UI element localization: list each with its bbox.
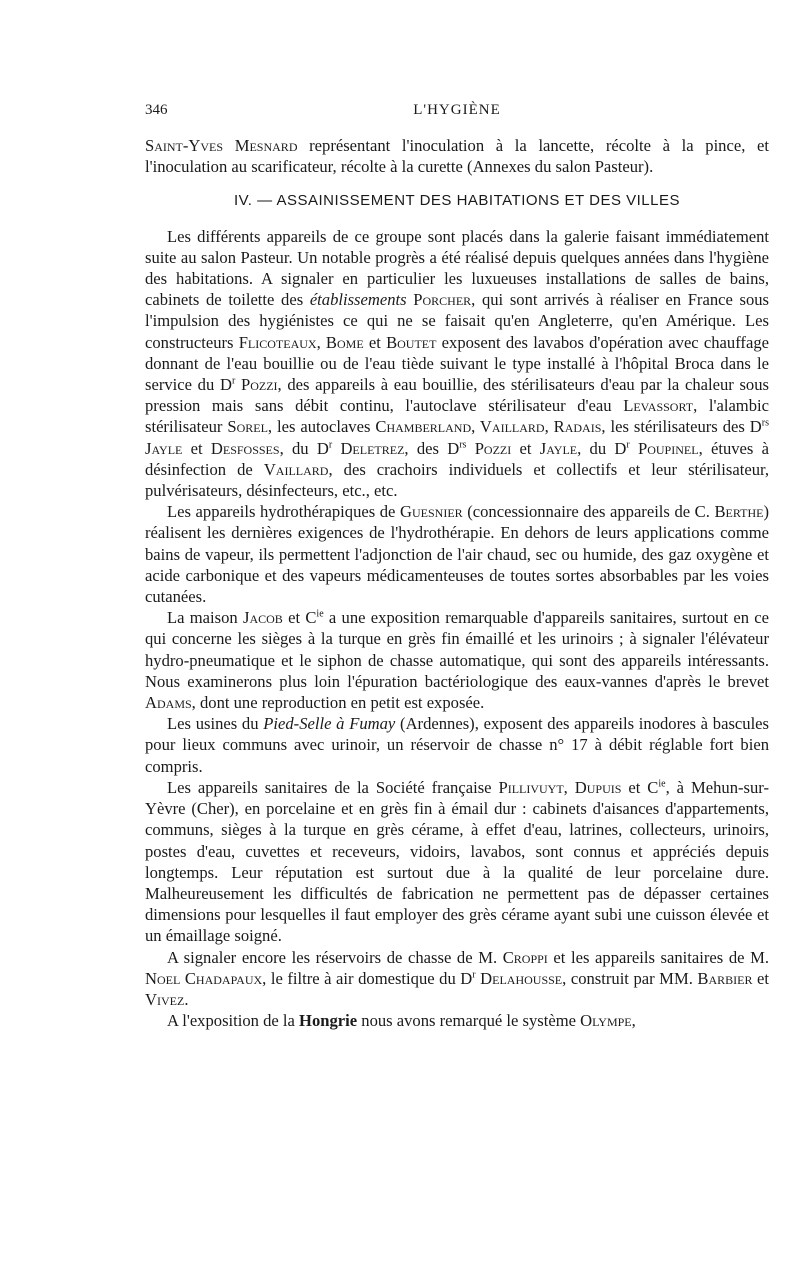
page-number: 346 bbox=[145, 102, 168, 118]
text-run: et les appareils sanitaires de M. bbox=[547, 947, 769, 967]
proper-name: Jayle bbox=[539, 438, 578, 458]
paragraph bbox=[145, 501, 769, 607]
superscript: r bbox=[626, 439, 630, 451]
superscript: r bbox=[231, 375, 236, 387]
proper-name: Pillivuyt, Dupuis bbox=[498, 777, 622, 797]
text-run: et bbox=[752, 968, 769, 988]
text-run: et bbox=[363, 332, 387, 352]
proper-name: Flicoteaux, Bome bbox=[238, 332, 364, 352]
proper-name: Guesnier bbox=[400, 502, 463, 522]
text-run: représentant l'inoculation à la lancette, récolte à la pince, et l'inoculation au scarificateur, récolte à la curette (Annexes du salon Pasteur). bbox=[145, 136, 769, 177]
text-run: Les appareils sanitaires de la Société française bbox=[167, 777, 499, 797]
paragraph bbox=[145, 713, 769, 777]
country-name: Hongrie bbox=[299, 1011, 358, 1031]
superscript: rs bbox=[459, 439, 467, 451]
superscript: ie bbox=[658, 778, 666, 790]
text-run bbox=[466, 439, 474, 458]
proper-name: Croppi bbox=[502, 947, 548, 967]
paragraph bbox=[145, 607, 769, 713]
proper-name: Noel Chadapaux bbox=[145, 968, 263, 988]
text-run: et bbox=[511, 438, 540, 458]
proper-name: Boutet bbox=[386, 332, 437, 352]
text-run: , à Mehun-sur-Yèvre (Cher), en porcelaine et en grès fin à émail dur : cabinets d'aisances d'appartements, communs, sièges à la turque en grès cérame, à effet d'eau, latrines, collecteurs, urinoirs, postes d'eau, cuvettes et receveurs, vidoirs, lavabos, sont connus et appréciés depuis longtemps. Leur réputation est surtout due à la qualité de leur porcelaine dure. Malheureusement les difficultés de fabrication ne permettent pas de dépasser certaines dimensions pour lesquelles il faut employer des grès cérame ayant subi une cuisson élevée et un émaillage soigné. bbox=[145, 777, 770, 946]
text-run: , étuves à désinfection de bbox=[145, 438, 769, 479]
text-run: La maison bbox=[167, 608, 243, 628]
superscript: r bbox=[328, 439, 333, 451]
text-run: A signaler encore les réservoirs de chasse de M. bbox=[167, 947, 503, 967]
text-run: , qui sont arrivés à réaliser en France sous l'impulsion des hygiénistes ce qui ne se faisait qu'en Angleterre, qu'en Amérique. Les constructeurs bbox=[145, 290, 769, 352]
text-run: , des appareils à eau bouillie, des stérilisateurs d'eau par la chaleur sous pression mais sans débit continu, l'autoclave stérilisateur d'eau bbox=[145, 375, 769, 416]
text-run: A l'exposition de la bbox=[167, 1011, 300, 1031]
text-run: , dont une reproduction en petit est exposée. bbox=[191, 693, 485, 713]
text-run: , les autoclaves bbox=[267, 417, 376, 437]
text-run: Les usines du bbox=[167, 714, 264, 734]
section-heading: IV. — ASSAINISSEMENT DES HABITATIONS ET DES VILLES bbox=[234, 192, 680, 210]
paragraph bbox=[145, 1010, 769, 1031]
proper-name: Adams bbox=[145, 693, 192, 713]
text-run: et C bbox=[621, 777, 659, 797]
proper-name: Jacob bbox=[243, 608, 283, 628]
superscript: r bbox=[472, 969, 476, 981]
text-run: , du D bbox=[279, 438, 329, 458]
text-run bbox=[630, 439, 638, 458]
proper-name: Deletrez bbox=[340, 438, 405, 458]
emphasis: Pied-Selle à Fumay bbox=[263, 714, 396, 734]
emphasis: établissements bbox=[309, 290, 407, 310]
text-run: (Ardennes), exposent des appareils inodores à bascules pour lieux communs avec urinoir, un réservoir de chasse n° 17 à débit réglable fort bien compris. bbox=[145, 714, 770, 776]
proper-name: Berthe bbox=[714, 502, 764, 522]
page-header bbox=[145, 102, 769, 124]
superscript: ie bbox=[316, 608, 324, 620]
proper-name: Sorel bbox=[227, 417, 268, 437]
text-run: , bbox=[631, 1011, 636, 1031]
running-title: L'HYGIÈNE bbox=[413, 102, 501, 118]
text-run: , des D bbox=[404, 438, 460, 458]
proper-name: Levassort bbox=[623, 396, 694, 416]
page-body bbox=[145, 135, 769, 1031]
proper-name: Olympe bbox=[580, 1011, 632, 1031]
text-run: , du D bbox=[577, 438, 627, 458]
paragraph-continuation bbox=[145, 135, 769, 177]
text-run: . bbox=[184, 989, 189, 1009]
text-run: ) réalisent les dernières exigences de l'hydrothérapie. En dehors de leurs applications comme bains de vapeur, ils permettent l'adjonction de l'air chaud, sec ou humide, des gaz oxygène et acide carbonique et des vapeurs médicamenteuses de toutes sortes absorbables par les voies cutanées. bbox=[145, 502, 770, 607]
proper-name: Desfosses bbox=[210, 438, 280, 458]
proper-name: Jayle bbox=[145, 438, 183, 458]
text-run: nous avons remarqué le système bbox=[357, 1011, 581, 1031]
paragraph bbox=[145, 777, 769, 947]
proper-name: Delahousse bbox=[480, 968, 563, 988]
text-run: et bbox=[182, 438, 211, 458]
text-run: Les appareils hydrothérapiques de bbox=[167, 502, 400, 522]
proper-name: Vaillard bbox=[263, 459, 329, 479]
text-run: , des crachoirs individuels et collectifs et leur stérilisateur, pulvérisateurs, désinfecteurs, etc., etc. bbox=[145, 459, 769, 501]
text-run: a une exposition remarquable d'appareils sanitaires, surtout en ce qui concerne les sièges à la turque en grès fin émaillé et les urinoirs ; à signaler l'élévateur hydro-pneumatique et le siphon de chasse automatique, qui sont des appareils intéressants. Nous examinerons plus loin l'épuration bactériologique des eaux-vannes d'après le brevet bbox=[145, 608, 770, 691]
paragraph bbox=[145, 226, 769, 502]
text-run: Les différents appareils de ce groupe sont placés dans la galerie faisant immédiatement suite au salon Pasteur. Un notable progrès a été réalisé depuis quelques années dans l'hygiène des habitations. A signaler en particulier les luxueuses installations de salles de bains, cabinets de toilette des bbox=[145, 226, 769, 310]
text-run: , construit par MM. bbox=[562, 968, 698, 988]
text-run: (concessionnaire des appareils de C. bbox=[462, 502, 715, 522]
text-run: , les stérilisateurs des D bbox=[601, 417, 762, 437]
proper-name: Poupinel bbox=[638, 438, 699, 458]
proper-name: Porcher bbox=[413, 290, 472, 310]
author-name: Saint-Yves Mesnard bbox=[145, 136, 298, 155]
proper-name: Vivez bbox=[145, 989, 185, 1009]
proper-name: Chamberland, Vaillard, Radais bbox=[375, 417, 602, 437]
text-run: , l'alambic stérilisateur bbox=[145, 396, 769, 437]
proper-name: Barbier bbox=[697, 968, 753, 988]
text-run: , le filtre à air domestique du D bbox=[262, 968, 473, 988]
superscript: rs bbox=[761, 417, 769, 429]
paragraph bbox=[145, 947, 769, 1011]
text-run: exposent des lavabos d'opération avec chauffage donnant de l'eau bouillie ou de l'eau tiède suivant le type installé à l'hôpital Broca dans le service du D bbox=[145, 332, 769, 395]
proper-name: Pozzi bbox=[474, 438, 512, 458]
proper-name: Pozzi bbox=[240, 375, 278, 395]
text-run: et C bbox=[282, 608, 317, 628]
